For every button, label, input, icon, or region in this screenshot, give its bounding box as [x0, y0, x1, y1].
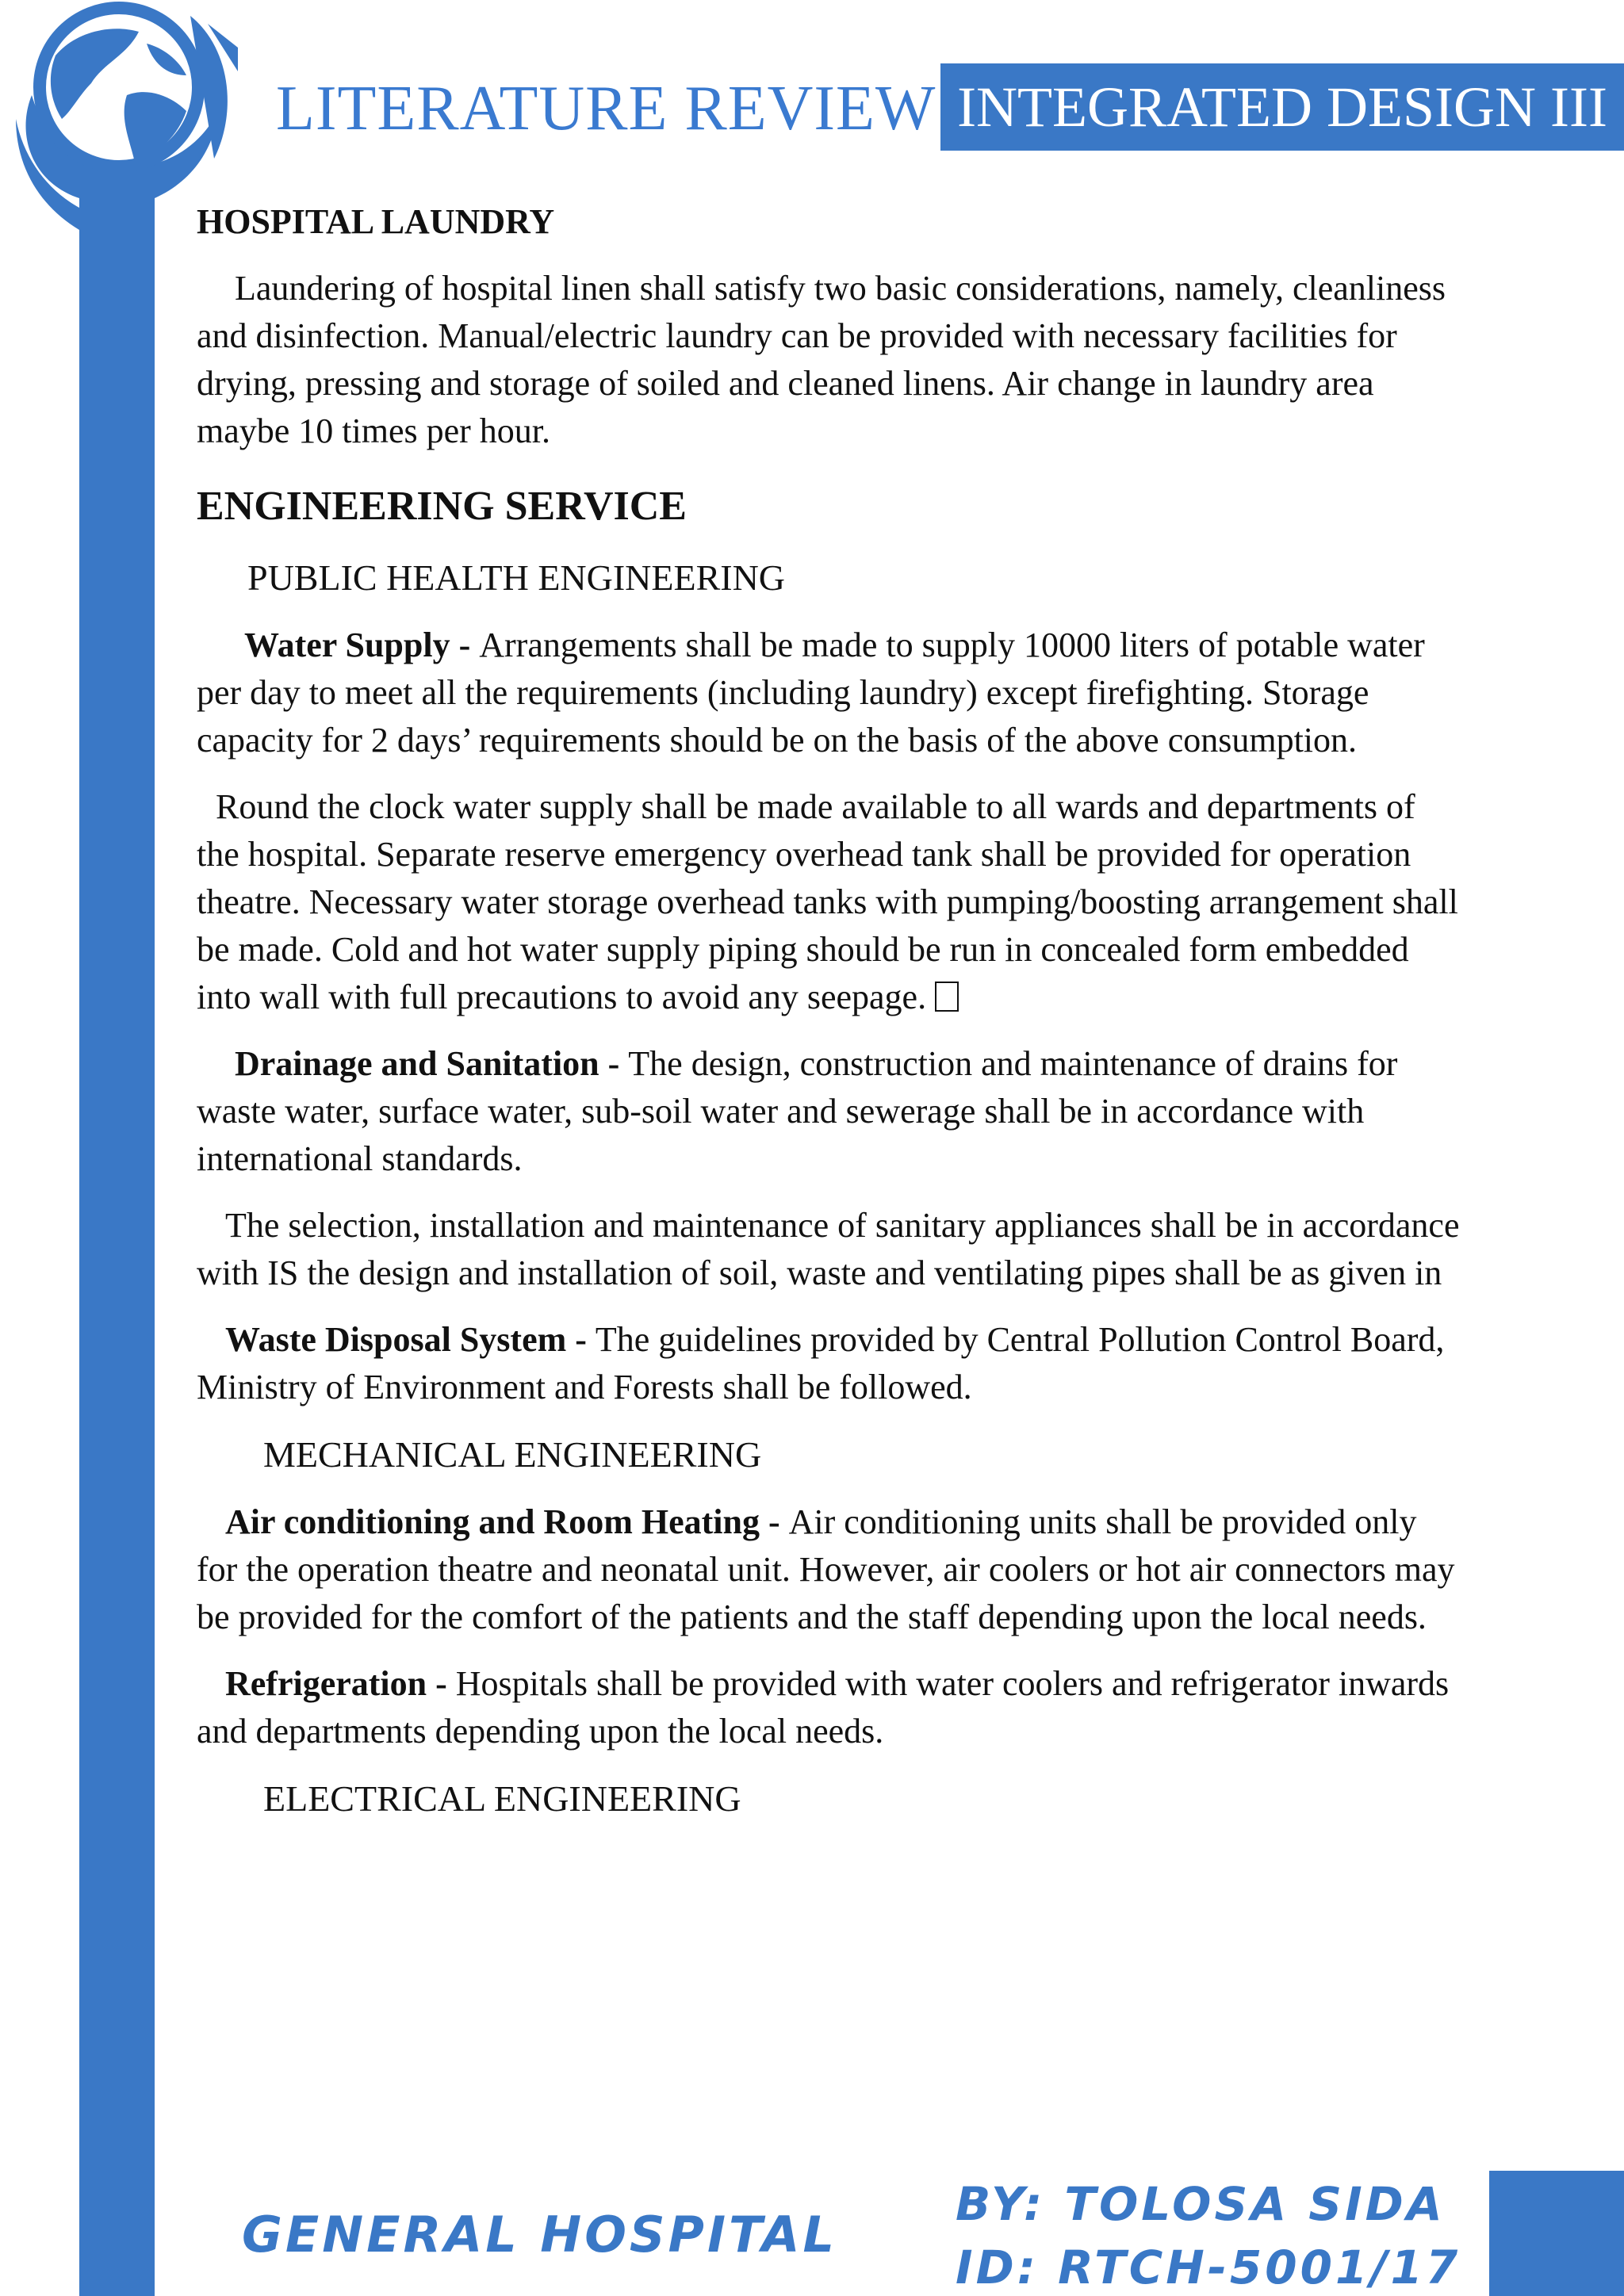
- document-body: [197, 198, 1465, 1823]
- paragraph-refrigeration: [197, 1660, 1465, 1755]
- water-supply-text: Arrangements shall be made to supply 10000 liters of potable water per day to meet all the requirements (including laundry) except firefighting. Storage capacity for 2 days’ requirements should be on the basis of the above consumption.: [197, 626, 1425, 760]
- air-conditioning-label: Air conditioning and Room Heating -: [225, 1502, 789, 1541]
- paragraph-selection: [197, 1202, 1465, 1297]
- air-conditioning-text: Air conditioning units shall be provided only for the operation theatre and neonatal unit. However, air coolers or hot air connectors may be provided for the comfort of the patients and the staff depending upon the local needs.: [197, 1502, 1455, 1636]
- drainage-label: Drainage and Sanitation -: [235, 1044, 629, 1083]
- heading-mechanical: MECHANICAL ENGINEERING: [263, 1434, 762, 1475]
- footer-author: BY: TOLOSA SIDA: [956, 2177, 1446, 2231]
- paragraph-laundry-text: Laundering of hospital linen shall satisfy two basic considerations, namely, cleanliness and disinfection. Manual/electric laundry can be provided with necessary facilities for drying, pressing and storage of soiled and cleaned linens. Air change in laundry area maybe 10 times per hour.: [197, 269, 1446, 450]
- page-title: LITERATURE REVIEW: [276, 74, 936, 144]
- paragraph-round-clock: [197, 783, 1465, 1021]
- heading-electrical: ELECTRICAL ENGINEERING: [263, 1778, 741, 1819]
- footer-id: ID: RTCH-5001/17: [956, 2241, 1461, 2294]
- drainage-text: The design, construction and maintenance of drains for waste water, surface water, sub-soil water and sewerage shall be in accordance with international standards.: [197, 1044, 1398, 1178]
- waste-disposal-label: Waste Disposal System -: [225, 1320, 596, 1359]
- refrigeration-text: Hospitals shall be provided with water coolers and refrigerator inwards and departments depending upon the local needs.: [197, 1664, 1450, 1751]
- paragraph-water-supply: [197, 622, 1465, 764]
- paragraph-waste-disposal: [197, 1316, 1465, 1411]
- heading-public-health: PUBLIC HEALTH ENGINEERING: [247, 557, 786, 598]
- course-title: INTEGRATED DESIGN III: [957, 75, 1607, 139]
- heading-engineering-service: ENGINEERING SERVICE: [197, 484, 687, 529]
- placeholder-glyph-icon: [935, 982, 959, 1012]
- paragraph-laundry: [197, 265, 1465, 455]
- paragraph-drainage: [197, 1040, 1465, 1183]
- footer-project-name: GENERAL HOSPITAL: [242, 2206, 838, 2263]
- footer-credits: [956, 2172, 1461, 2296]
- water-supply-label: Water Supply -: [244, 626, 480, 664]
- round-clock-text: Round the clock water supply shall be made available to all wards and departments of the hospital. Separate reserve emergency overhead tank shall be provided for operation theatre. Necessary water storage overhead tanks with pumping/boosting arrangement shall be made. Cold and hot water supply piping should be run in concealed form embedded into wall with full precautions to avoid any seepage.: [197, 787, 1458, 1016]
- heading-hospital-laundry: HOSPITAL LAUNDRY: [197, 202, 555, 241]
- course-banner: [940, 63, 1624, 151]
- waste-disposal-text: The guidelines provided by Central Pollution Control Board, Ministry of Environment and Forests shall be followed.: [197, 1320, 1445, 1406]
- paragraph-air-conditioning: [197, 1498, 1465, 1641]
- footer-corner-block: [1489, 2171, 1624, 2296]
- refrigeration-label: Refrigeration -: [225, 1664, 456, 1703]
- selection-text: The selection, installation and maintenance of sanitary appliances shall be in accordance with IS the design and installation of soil, waste and ventilating pipes shall be as given in: [197, 1206, 1460, 1292]
